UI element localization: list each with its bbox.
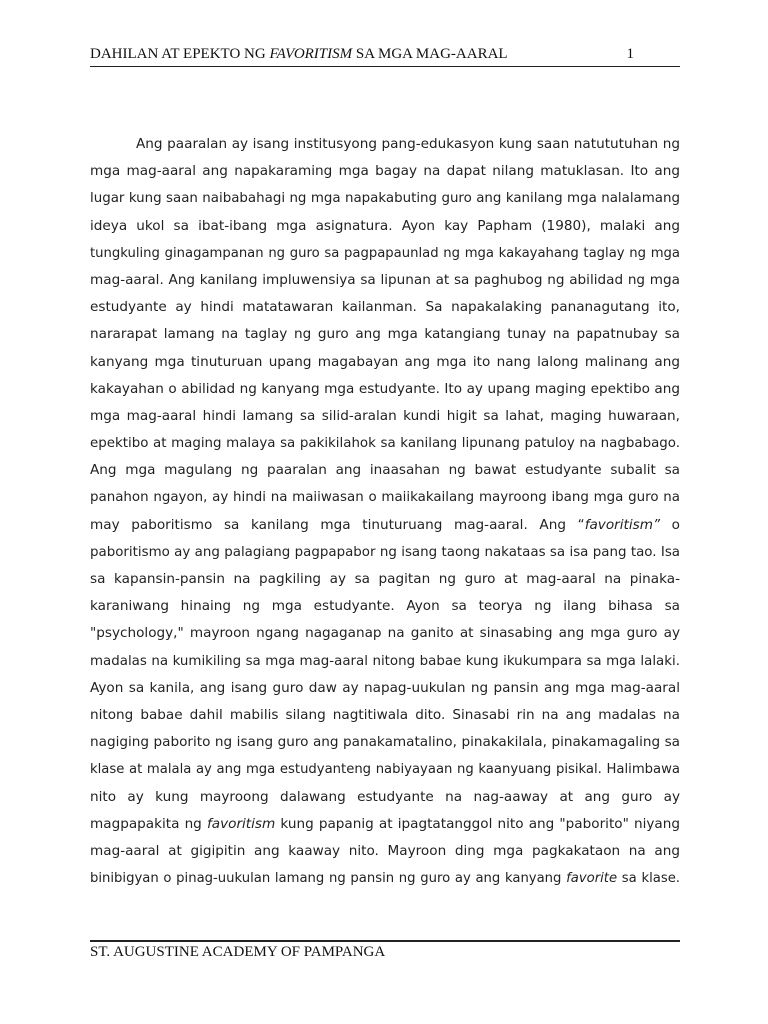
running-header [90, 44, 680, 64]
text-line: binibigyan o pinag-uukulan lamang ng pansin ng guro ay ang kanyang favorite sa klase. [90, 871, 680, 887]
text-line: mga mag-aaral ang napakaraming mga bagay na dapat nilang matuklasan. Ito ang [90, 163, 680, 180]
text-line: paboritismo ay ang palagiang pagpapabor ng isang taong nakataas sa isa pang tao. Isa [90, 544, 680, 560]
text-line: mag-aaral. Ang kanilang impluwensiya sa lipunan at sa paghubog ng abilidad ng mga [90, 271, 680, 288]
page-number: 1 [626, 46, 634, 62]
text-line: Ang mga magulang ng paaralan ang inaasahan ng bawat estudyante subalit sa [90, 462, 680, 479]
text-line: may paboritismo sa kanilang mga tinuturuang mag-aaral. Ang “favoritism” o [90, 516, 680, 533]
text-line: klase at malala ay ang mga estudyanteng nabiyayaan ng kaanyuang pisikal. Halimbawa [90, 762, 680, 778]
text-line: madalas na kumikiling sa mga mag-aaral nitong babae kung ikukumpara sa mga lalaki. [90, 653, 680, 669]
text-line: estudyante ay hindi matatawaran kailanman. Sa napakalaking pananagutang ito, [90, 299, 680, 316]
text-line: nito ay kung mayroong dalawang estudyante na nag-aaway at ang guro ay [90, 788, 680, 805]
text-line: panahon ngayon, ay hindi na maiiwasan o maiikakailang mayroong ibang mga guro na [90, 490, 680, 506]
header-rule [90, 66, 680, 67]
text-line: Ang paaralan ay isang institusyong pang-edukasyon kung saan natututuhan ng [136, 136, 680, 152]
text-line: tungkuling ginagampanan ng guro sa pagpapaunlad ng mga kakayahang taglay ng mga [90, 245, 680, 261]
text-line: ideya ukol sa ibat-ibang mga asignatura. Ayon kay Papham (1980), malaki ang [90, 217, 680, 234]
text-line: karaniwang hinaing ng mga estudyante. Ayon sa teorya ng ilang bihasa sa [90, 598, 680, 615]
text-line: nararapat lamang na taglay ng guro ang mga katangiang tunay na papatnubay sa [90, 326, 680, 343]
running-footer: ST. AUGUSTINE ACADEMY OF PAMPANGA [90, 944, 386, 960]
text-line: nitong babae dahil mabilis silang nagtitiwala dito. Sinasabi rin na ang madalas na [90, 706, 680, 723]
footer-rule [90, 940, 680, 942]
text-line: lugar kung saan naibabahagi ng mga napakabuting guro ang kanilang mga nalalamang [90, 191, 680, 207]
text-line: mag-aaral at gigipitin ang kaaway nito. Mayroon ding mga pagkakataon na ang [90, 842, 680, 859]
text-line: kakayahan o abilidad ng kanyang mga estudyante. Ito ay upang maging epektibo ang [90, 380, 680, 397]
text-line: mga mag-aaral hindi lamang sa silid-aralan kundi higit sa lahat, maging huwaraan, [90, 407, 680, 424]
text-line: kanyang mga tinuturuan upang magabayan ang mga ito nang lalong malinang ang [90, 353, 680, 370]
text-line: Ayon sa kanila, ang isang guro daw ay napag-uukulan ng pansin ang mga mag-aaral [90, 679, 680, 696]
text-line: "psychology," mayroon ngang nagaganap na ganito at sinasabing ang mga guro ay [90, 625, 680, 642]
text-line: epektibo at maging malaya sa pakikilahok sa kanilang lipunang patuloy na nagbabago. [90, 436, 680, 452]
text-line: magpapakita ng favoritism kung papanig at ipagtatanggol nito ang "paborito" niyang [90, 815, 680, 832]
text-line: nagiging paborito ng isang guro ang panakamatalino, pinakakilala, pinakamagaling sa [90, 734, 680, 751]
body-paragraph [90, 131, 680, 892]
text-line: sa kapansin-pansin na pagkiling ay sa pagitan ng guro at mag-aaral na pinaka- [90, 571, 680, 587]
header-title: DAHILAN AT EPEKTO NG FAVORITISM SA MGA MAG-AARAL [90, 46, 508, 62]
